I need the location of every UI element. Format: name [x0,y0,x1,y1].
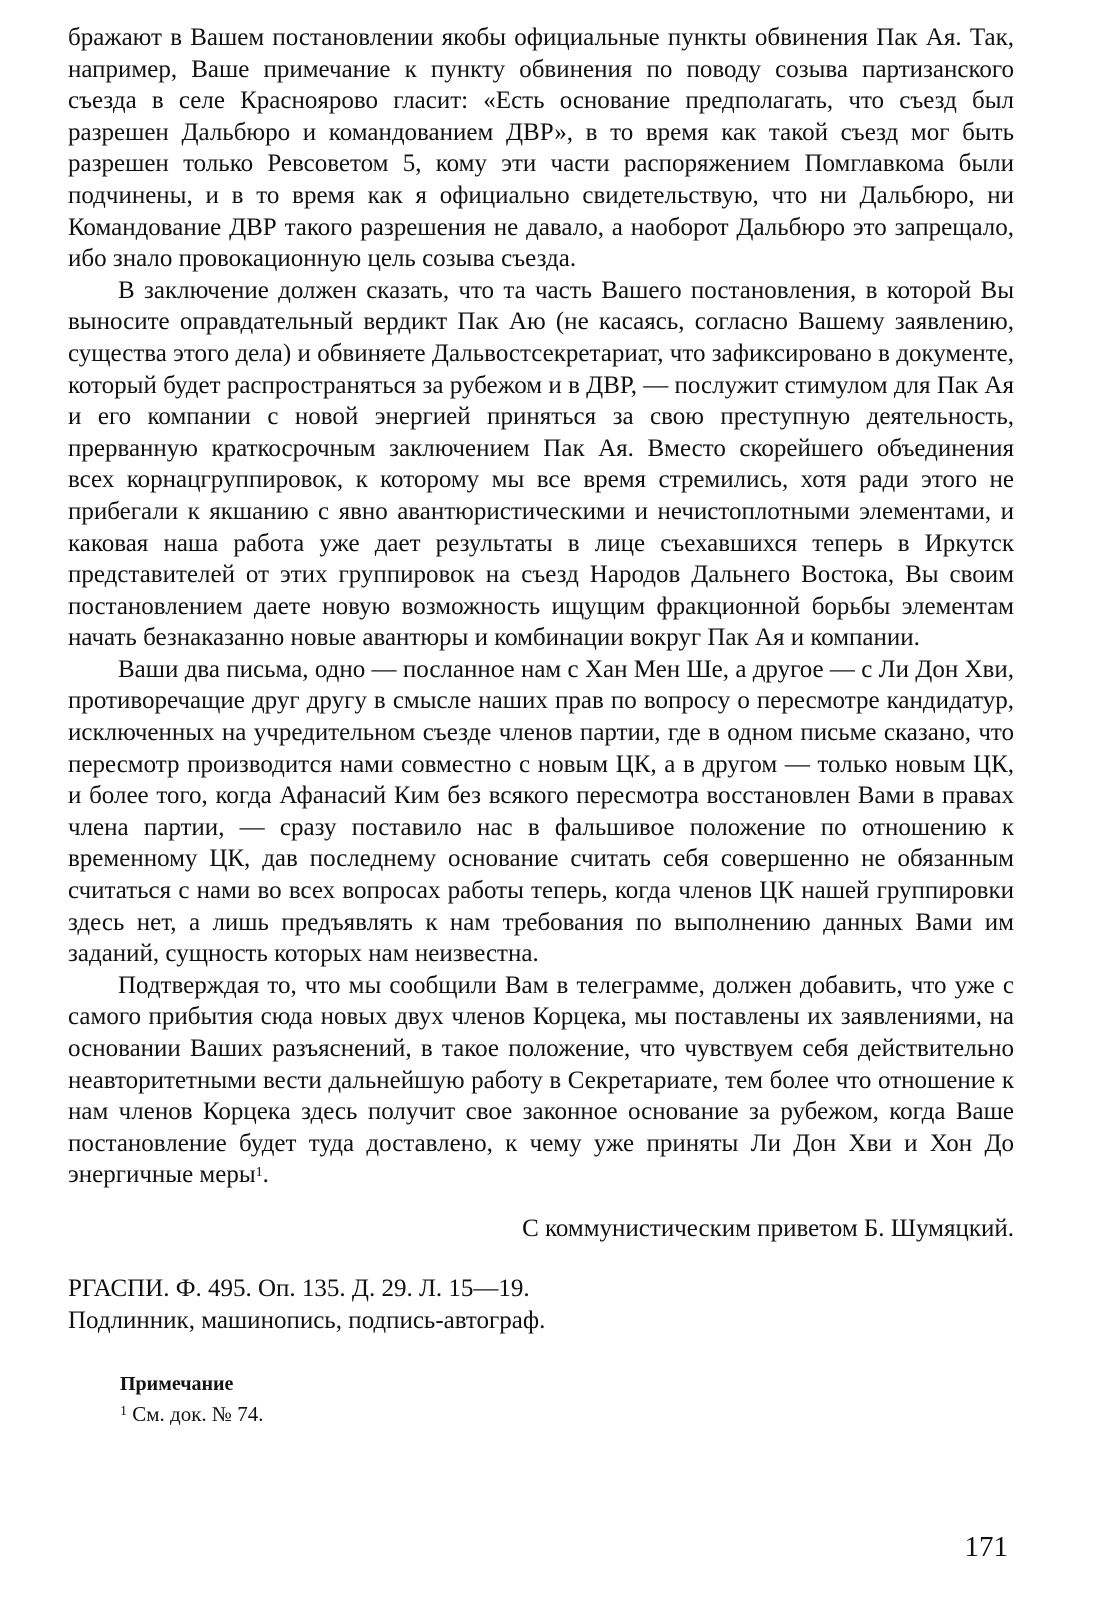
note-item [120,1397,1014,1431]
archive-description: Подлинник, машинопись, подпись-автограф. [68,1306,546,1334]
paragraph-2: В заключение должен сказать, что та часть Вашего постановления, в которой Вы выносите оправдательный вердикт Пак Аю (не касаясь, согласно Вашему заявлению, существа этого дела) и обвиняете Дальвостсекретариат, что зафиксировано в документе, который будет распространяться за рубежом и в ДВР, — послужит стимулом для Пак Ая и его компании с новой энергией приняться за свою преступную деятельность, прерванную краткосрочным заключением Пак Ая. Вместо скорейшего объединения всех корнацгруппировок, к которому мы все время стремились, хотя ради этого не прибегали к якшанию с явно авантюристическими и нечистоплотными элементами, и каковая наша работа уже дает результаты в лице съехавшихся теперь в Иркутск представителей от этих группировок на съезд Народов Дальнего Востока, Вы своим постановлением даете новую возможность ищущим фракционной борьбы элементам начать безнаказанно новые авантюры и комбинации вокруг Пак Ая и компании. [68,276,1014,652]
page-number: 171 [964,1531,1008,1563]
notes-title: Примечание [120,1372,234,1395]
note-text: См. док. № 74. [127,1401,264,1426]
archive-reference [68,1273,1014,1337]
signature-line: С коммунистическим приветом Б. Шумяцкий. [522,1214,1014,1242]
archive-citation: РГАСПИ. Ф. 495. Оп. 135. Д. 29. Л. 15—19. [68,1274,530,1302]
paragraph-4: Подтверждая то, что мы сообщили Вам в телеграмме, должен добавить, что уже с самого прибытия сюда новых двух членов Корцека, мы поставлены их заявлениями, на основании Ваших разъяснений, в такое положение, что чувствуем себя действительно неавторитетными вести дальнейшую работу в Секретариате, тем более что отношение к нам членов Корцека здесь получит свое законное основание за рубежом, когда Ваше постановление будет туда доставлено, к чему уже приняты Ли Дон Хви и Хон До энергичные меры$^1$. [68,971,1014,1189]
paragraph-3: Ваши два письма, одно — посланное нам с Хан Мен Ше, а другое — с Ли Дон Хви, противоречащие друг другу в смысле наших прав по вопросу о пересмотре кандидатур, исключенных на учредительном съезде членов партии, где в одном письме сказано, что пересмотр производится нами совместно с новым ЦК, а в другом — только новым ЦК, и более того, когда Афанасий Ким без всякого пересмотра восстановлен Вами в правах члена партии, — сразу поставило нас в фальшивое положение по отношению к временному ЦК, дав последнему основание считать себя совершенно не обязанным считаться с нами во всех вопросах работы теперь, когда членов ЦК нашей группировки здесь нет, а лишь предъявлять к нам требования по выполнению данных Вами им заданий, сущность которых нам неизвестна. [68,655,1014,968]
letter-body [68,22,1014,1191]
note-number: 1 [120,1403,127,1419]
document-page [68,22,1014,1582]
paragraph-4-text: Подтверждая то, что мы сообщили Вам в телеграмме, должен добавить, что уже с самого прибытия сюда новых двух членов Корцека, мы поставлены их заявлениями, на основании Ваших разъяснений, в такое положение, что чувствуем себя действительно неавторитетными вести дальнейшую работу в Секретариате, тем более что отношение к нам членов Корцека здесь получит свое законное основание за рубежом, когда Ваше постановление будет туда доставлено, к чему уже приняты Ли Дон Хви и Хон До энергичные меры [68,971,1014,1189]
notes-section [68,1371,1014,1431]
paragraph-1: бражают в Вашем постановлении якобы официальные пункты обвинения Пак Ая. Так, например, Ваше примечание к пункту обвинения по поводу созыва партизанского съезда в селе Краснoярово гласит: «Есть основание предполагать, что съезд был разрешен Дальбюро и командованием ДВР», в то время как такой съезд мог быть разрешен только Ревсоветом 5, кому эти части распоряжением Помглавкома были подчинены, и в то время как я официально свидетельствую, что ни Дальбюро, ни Командование ДВР такого разрешения не давало, а наоборот Дальбюро это запрещало, ибо знало провокационную цель созыва съезда. [68,24,1014,273]
footnote-reference: 1 [255,1165,263,1181]
